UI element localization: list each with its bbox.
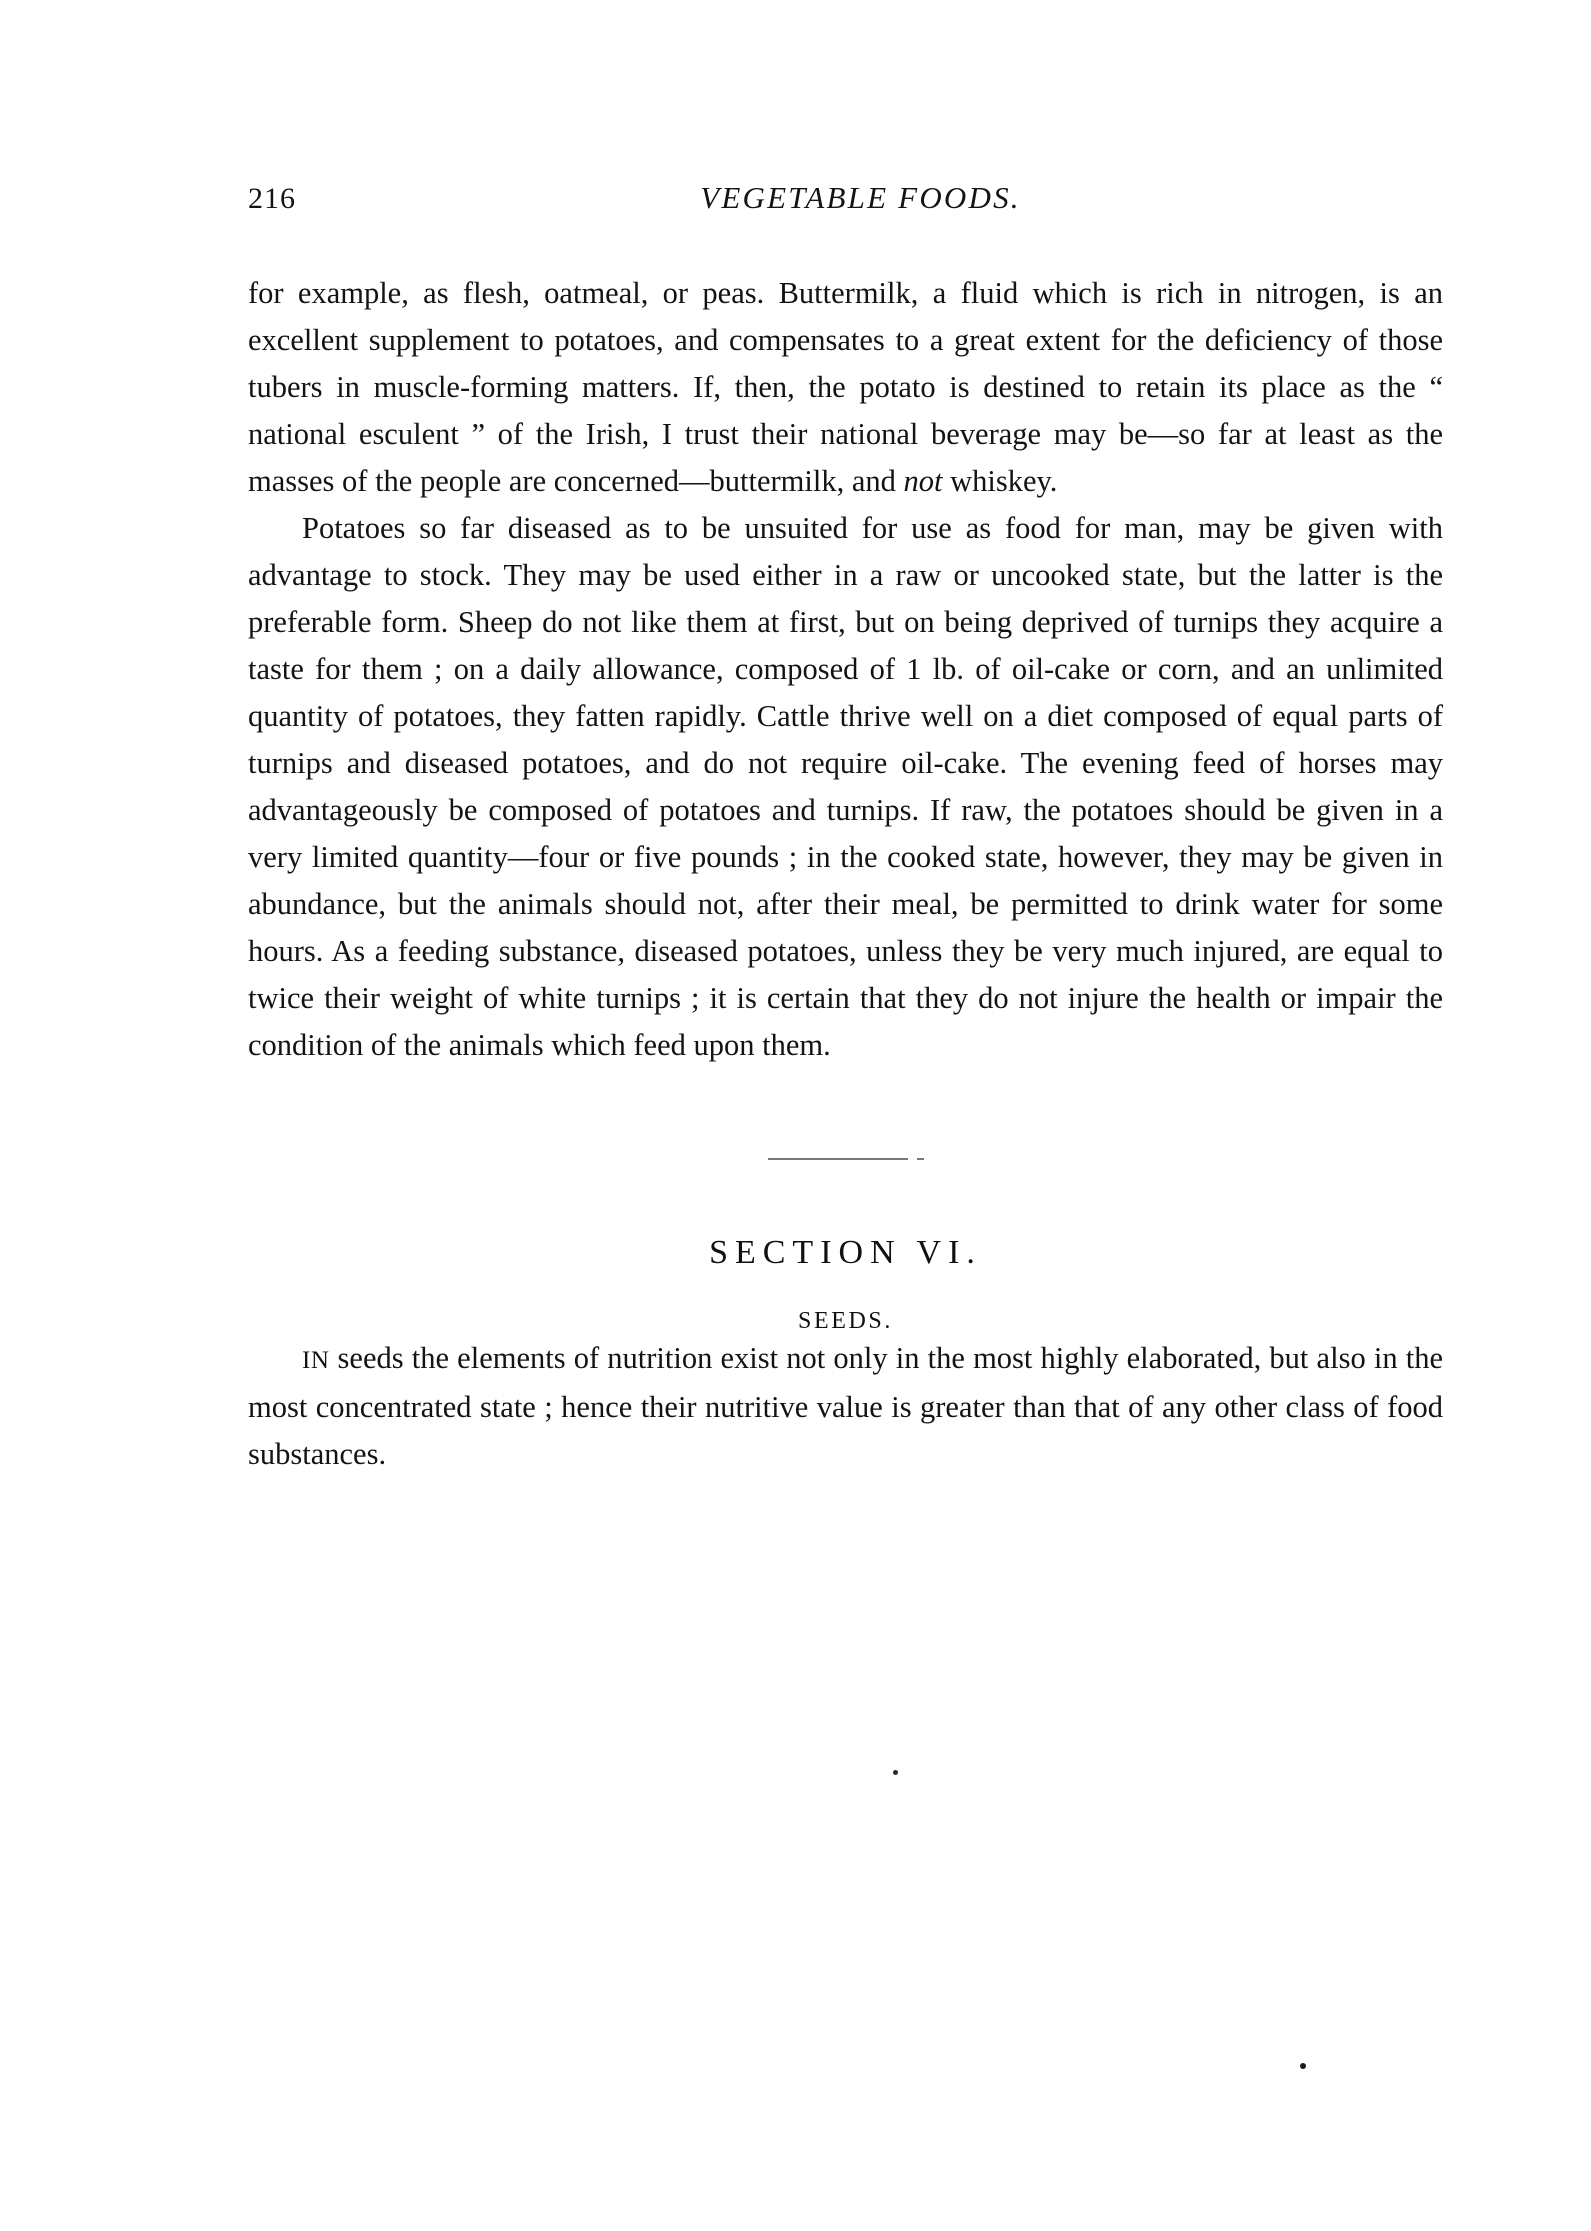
stray-ink-mark-upper: [893, 1770, 898, 1775]
paragraph-buttermilk-text: for example, as flesh, oatmeal, or peas. Buttermilk, a fluid which is rich in nitrogen, is an excellent supplement to potatoes, and compensates to a great extent for the deficiency of those tubers in muscle-forming matters. If, then, the potato is destined to retain its place as the “ national esculent ” of the Irish, I trust their national beverage may be—so far at least as the masses of the people are concerned—buttermilk, and: [248, 276, 1443, 498]
paragraph-seeds-text: seeds the elements of nutrition exist not only in the most highly elaborated, but also in the most concentrated state ; hence their nutritive value is greater than that of any other class of food substances.: [248, 1341, 1443, 1471]
section-title: SECTION VI.: [709, 1234, 982, 1271]
paragraph-seeds: [248, 1335, 1443, 1478]
stray-ink-mark-lower: [1300, 2063, 1306, 2069]
page-header: [248, 180, 1443, 232]
section-divider: [248, 1139, 1443, 1179]
paragraph-seeds-initial: IN: [302, 1347, 330, 1374]
divider-rule: [768, 1158, 908, 1160]
divider-dot: [917, 1158, 924, 1160]
page-number: 216: [248, 182, 296, 215]
paragraph-buttermilk: [248, 270, 1443, 505]
paragraph-buttermilk-tail: whiskey.: [942, 464, 1058, 498]
running-head: VEGETABLE FOODS.: [700, 180, 1021, 215]
paragraph-diseased-potatoes: Potatoes so far diseased as to be unsuited for use as food for man, may be given with advantage to stock. They may be used either in a raw or uncooked state, but the latter is the preferable form. Sheep do not like them at first, but on being deprived of turnips they acquire a taste for them ; on a daily allowance, composed of 1 lb. of oil-cake or corn, and an unlimited quantity of potatoes, they fatten rapidly. Cattle thrive well on a diet composed of equal parts of turnips and diseased potatoes, and do not require oil-cake. The evening feed of horses may advantageously be composed of potatoes and turnips. If raw, the potatoes should be given in a very limited quantity—four or five pounds ; in the cooked state, however, they may be given in abundance, but the animals should not, after their meal, be permitted to drink water for some hours. As a feeding substance, diseased potatoes, unless they be very much injured, are equal to twice their weight of white turnips ; it is certain that they do not injure the health or impair the condition of the animals which feed upon them.: [248, 511, 1443, 1062]
page-content: [248, 180, 1443, 1478]
paragraph-buttermilk-italic: not: [903, 464, 943, 498]
section-subtitle: SEEDS.: [798, 1308, 893, 1334]
